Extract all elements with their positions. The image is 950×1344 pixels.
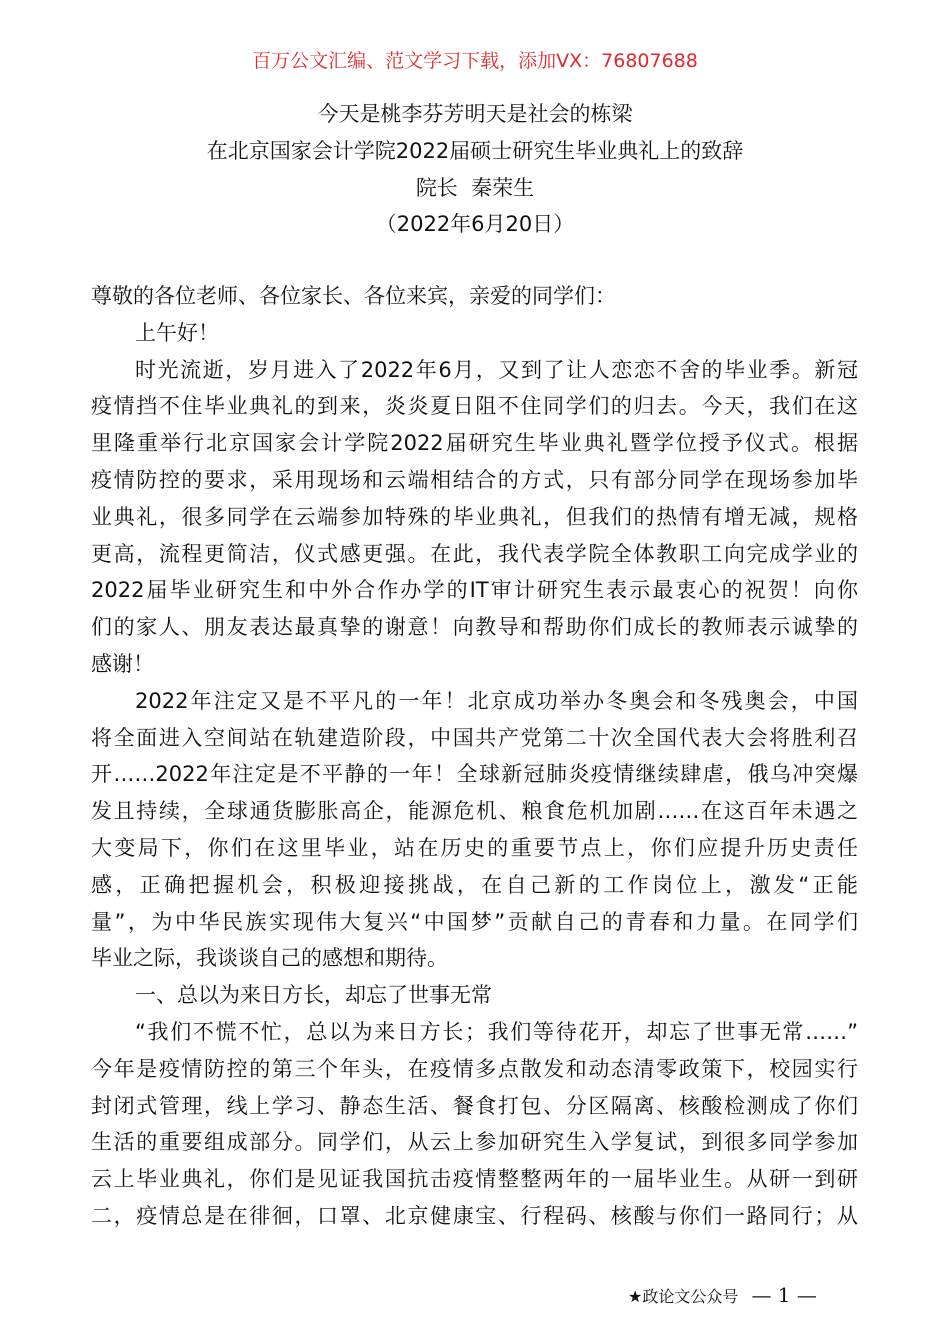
text-line: 将全面进入空间站在轨建造阶段，中国共产党第二十次全国代表大会将胜利召 xyxy=(91,725,858,750)
text-line: 时光流逝，岁月进入了2022年6月，又到了让人恋恋不舍的毕业季。新冠 xyxy=(135,357,858,382)
paragraph xyxy=(91,278,858,315)
text-line: 疫情防控的要求，采用现场和云端相结合的方式，只有部分同学在现场参加毕 xyxy=(91,467,858,492)
paragraph xyxy=(91,683,858,977)
text-line: 一、总以为来日方长，却忘了世事无常 xyxy=(135,983,492,1008)
text-line: 大变局下，你们在这里毕业，站在历史的重要节点上，你们应提升历史责任 xyxy=(91,835,858,860)
text-line: 生活的重要组成部分。同学们，从云上参加研究生入学复试，到很多同学参加 xyxy=(91,1130,858,1155)
watermark-banner: 百万公文汇编、范文学习下载，添加VX：76807688 xyxy=(252,50,698,72)
document-author: 院长 秦荣生 xyxy=(415,175,535,200)
text-line: 感谢！ xyxy=(91,651,154,676)
document-title: 今天是桃李芬芳明天是社会的栋梁 xyxy=(317,102,633,126)
page-footer xyxy=(628,1283,817,1307)
text-line: “我们不慌不忙，总以为来日方长；我们等待花开，却忘了世事无常……” xyxy=(135,1019,858,1044)
document-date: （2022年6月20日） xyxy=(375,212,575,237)
text-line: 封闭式管理，线上学习、静态生活、餐食打包、分区隔离、核酸检测成了你们 xyxy=(91,1093,858,1118)
footer-source: ★政论文公众号 xyxy=(628,1287,739,1306)
text-line: 今年是疫情防控的第三个年头，在疫情多点散发和动态清零政策下，校园实行 xyxy=(91,1056,858,1081)
text-line: 2022届毕业研究生和中外合作办学的IT审计研究生表示最衷心的祝贺！向你 xyxy=(91,578,858,603)
text-line: 量”，为中华民族实现伟大复兴“中国梦”贡献自己的青春和力量。在同学们 xyxy=(91,909,858,934)
paragraph xyxy=(91,977,858,1014)
paragraph xyxy=(91,315,858,352)
text-line: 云上毕业典礼，你们是见证我国抗击疫情整整两年的一届毕业生。从研一到研 xyxy=(91,1167,858,1192)
page-number: — 1 — xyxy=(751,1283,817,1307)
text-line: 们的家人、朋友表达最真挚的谢意！向教导和帮助你们成长的教师表示诚挚的 xyxy=(91,615,858,640)
text-line: 尊敬的各位老师、各位家长、各位来宾，亲爱的同学们： xyxy=(91,284,616,308)
text-line: 里隆重举行北京国家会计学院2022届研究生毕业典礼暨学位授予仪式。根据 xyxy=(91,431,858,456)
text-line: 业典礼，很多同学在云端参加特殊的毕业典礼，但我们的热情有增无减，规格 xyxy=(91,504,858,529)
text-line: 2022年注定又是不平凡的一年！北京成功举办冬奥会和冬残奥会，中国 xyxy=(135,688,858,713)
document-subtitle: 在北京国家会计学院2022届硕士研究生毕业典礼上的致辞 xyxy=(206,138,744,163)
text-line: 开……2022年注定是不平静的一年！全球新冠肺炎疫情继续肆虐，俄乌冲突爆 xyxy=(91,762,858,787)
text-line: 感，正确把握机会，积极迎接挑战，在自己新的工作岗位上，激发“正能 xyxy=(91,872,858,897)
document-header xyxy=(0,96,950,243)
document-body xyxy=(91,278,858,1235)
text-line: 疫情挡不住毕业典礼的到来，炎炎夏日阻不住同学们的归去。今天，我们在这 xyxy=(91,394,858,419)
text-line: 二，疫情总是在徘徊，口罩、北京健康宝、行程码、核酸与你们一路同行；从 xyxy=(91,1203,858,1228)
text-line: 毕业之际，我谈谈自己的感想和期待。 xyxy=(91,946,448,971)
paragraph xyxy=(91,352,858,683)
text-line: 更高，流程更简洁，仪式感更强。在此，我代表学院全体教职工向完成学业的 xyxy=(91,541,858,566)
text-line: 上午好！ xyxy=(135,320,219,345)
paragraph xyxy=(91,1014,858,1235)
text-line: 发且持续，全球通货膨胀高企，能源危机、粮食危机加剧……在这百年未遇之 xyxy=(91,799,858,824)
